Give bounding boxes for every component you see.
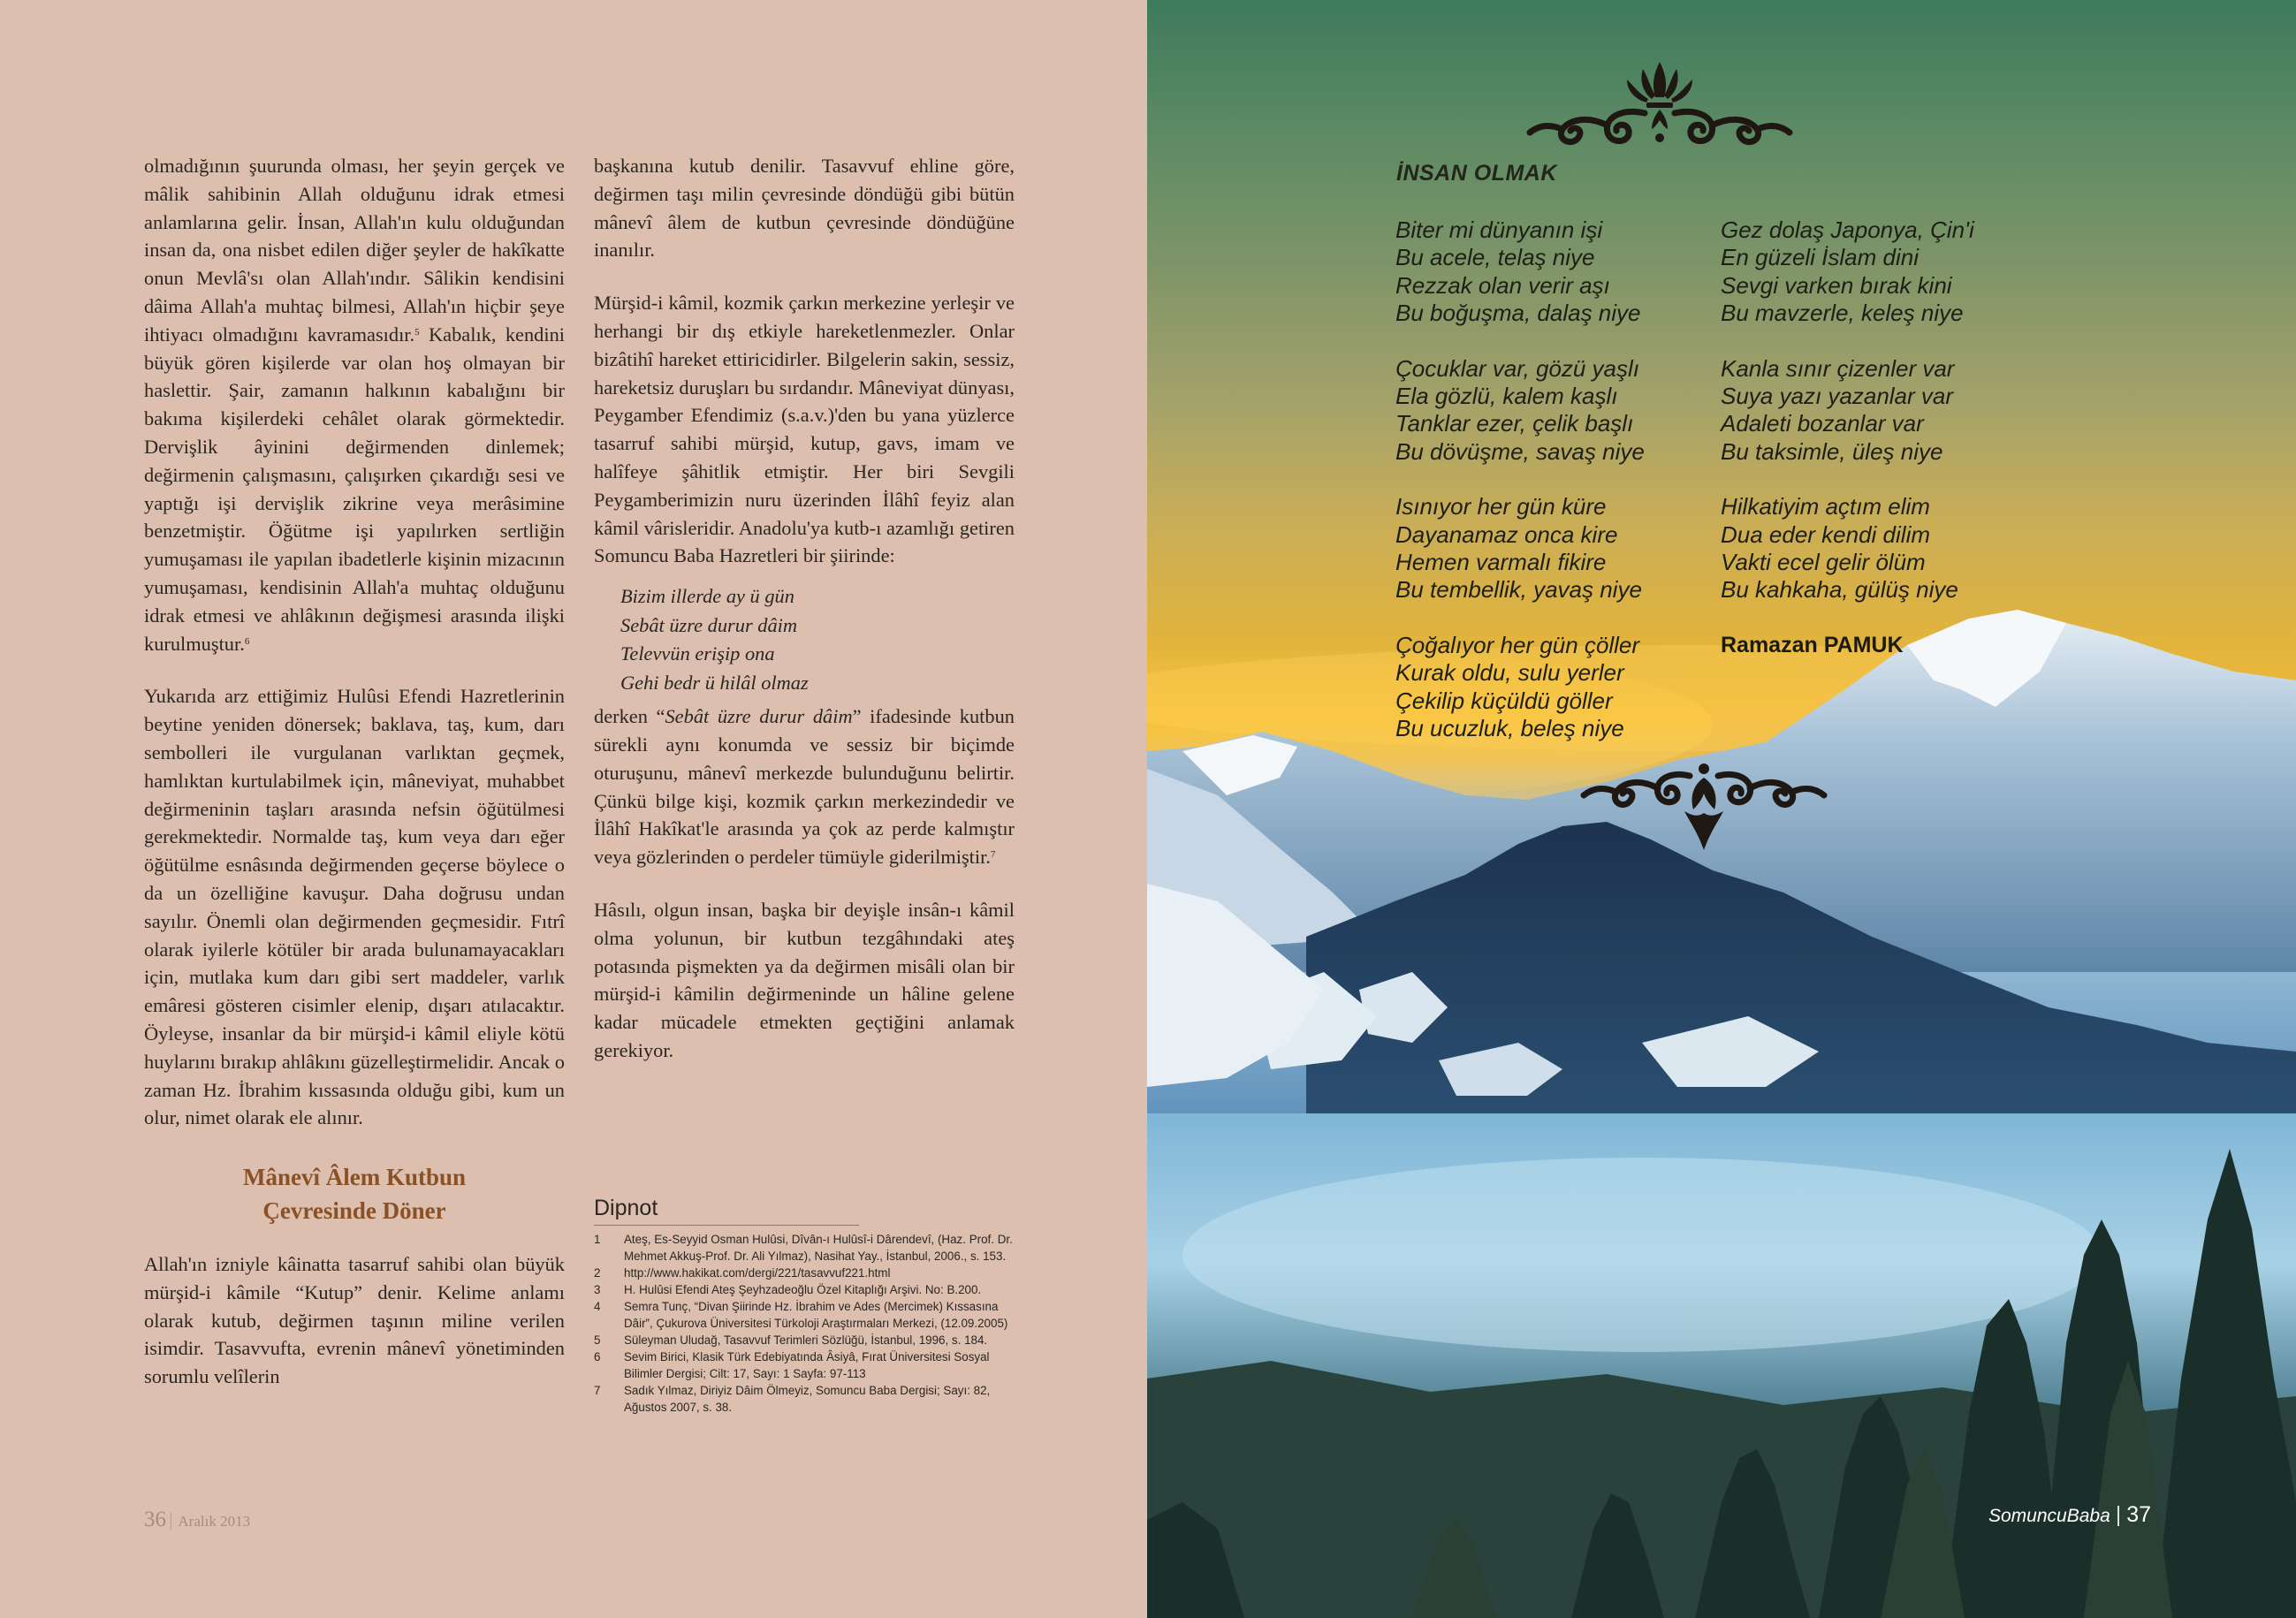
footnotes-title: Dipnot [594, 1193, 859, 1226]
left-page [0, 0, 1147, 1618]
footer-separator: | [2115, 1502, 2122, 1527]
footnote-item: 7 Sadık Yılmaz, Diriyiz Dâim Ölmeyiz, Somuncu Baba Dergisi; Sayı: 82, Ağustos 2007, s. 38. [594, 1384, 991, 1414]
page-number: 37 [2126, 1502, 2152, 1527]
poem-line: Dua eder kendi dilim [1721, 520, 1931, 548]
poem-line: Bu boğuşma, dalaş niye [1395, 300, 1641, 327]
quoted-verse [620, 582, 1015, 697]
poem-line: Kurak oldu, sulu yerler [1395, 659, 1624, 687]
footnote-ref[interactable]: 7 [990, 849, 996, 861]
footnote-ref[interactable]: 6 [244, 635, 250, 647]
poem-line: Bu acele, telaş niye [1395, 244, 1595, 271]
footnote-item: 2 http://www.hakikat.com/dergi/221/tasavvuf221.html [594, 1266, 891, 1280]
poem-line: Ela gözlü, kalem kaşlı [1395, 383, 1618, 410]
text-column-2 [594, 152, 1015, 1065]
poem-line: Bu dövüşme, savaş niye [1395, 437, 1645, 465]
poem-line: Bu tembellik, yavaş niye [1395, 576, 1642, 604]
poem-line: Suya yazı yazanlar var [1721, 383, 1954, 410]
magazine-logo: SomuncuBaba [1988, 1506, 2110, 1526]
footnote-item: 5 Süleyman Uludağ, Tasavvuf Terimleri Sözlüğü, İstanbul, 1996, s. 184. [594, 1333, 988, 1347]
page-footer-right [1988, 1502, 2151, 1528]
paragraph: Mürşid-i kâmil, kozmik çarkın merkezine yerleşir ve herhangi bir dış etkiyle hareketlenmezler. Onlar bizâtihî hareket ettiricidirler. Bilgelerin sakin, sessiz, hareketsiz duruşları bu sırdandır. Mâneviyat dünyası, Peygamber Efendimiz (s.a.v.)'den bu yana yüzlerce tasarruf sahibi mürşid, kutup, gavs, imam ve halîfeye şâhitlik etmiştir. Her biri Sevgili Peygamberimizin nuru üzerinden İlâhî feyiz alan kâmil vârisleridir. Anadolu'ya kutb-ı azamlığı getiren Somuncu Baba Hazretleri bir şiirinde: [594, 292, 1015, 567]
poem-line: Çocuklar var, gözü yaşlı [1395, 354, 1640, 382]
footnote-item: 3 H. Hulûsi Efendi Ateş Şeyhzadeoğlu Özel Kitaplığı Arşivi. No: B.200. [594, 1283, 982, 1296]
poem-column-2 [1721, 216, 2039, 659]
poem-line: Bu taksimle, üleş niye [1721, 437, 1943, 465]
text-column-1 [144, 152, 565, 1391]
paragraph: başkanına kutub denilir. Tasavvuf ehline göre, değirmen taşı milin çevresinde döndüğü gibi bütün mânevî âlem de kutbun çevresinde döndüğüne inanılır. [594, 155, 1015, 262]
poem-line: Bu ucuzluk, beleş niye [1395, 715, 1624, 742]
poem-line: Dayanamaz onca kire [1395, 520, 1618, 548]
ornament-flourish-icon [1580, 758, 1828, 854]
footnote-item: 1 Ateş, Es-Seyyid Osman Hulûsi, Dîvân-ı Hulûsî-i Dârendevî, (Haz. Prof. Dr. Mehmet Akkuş-Prof. Dr. Ali Yılmaz), Nasihat Yay., İstanbul, 2006., s. 153. [594, 1233, 1013, 1263]
poem-line: Çoğalıyor her gün çöller [1395, 631, 1640, 658]
paragraph: derken “Sebât üzre durur dâim” ifadesinde kutbun sürekli aynı konumda ve sessiz bir biçimde oturuşunu, mânevî merkezde bulunduğunu belirtir. Çünkü bilge kişi, kozmik çarkın merkezindedir ve İlâhî Hakîkat'le arasında ya çok az perde kalmıştır veya gözlerinden o perdeler tümüyle giderilmiştir.$^7$ [594, 705, 1015, 869]
paragraph: Yukarıda arz ettiğimiz Hulûsi Efendi Hazretlerinin beytine yeniden dönersek; baklava, taş, kum, darı sembolleri ile vurgulanan varlıktan geçmek, hamlıktan kurtulabilmek için, mâneviyat, muhabbet değirmeninin taşları arasında nefsin öğütülmesi gerekmektedir. Normalde taş, kum veya darı eğer öğütülme esnâsında değirmenden geçerse böylece o da un özelliğine kavuşur. Daha doğrusu undan sayılır. Önemli olan değirmenden geçmesidir. Fıtrî olarak iyilerle kötüler bir arada bulunamayacakları için, mutlaka kum darı gibi sert maddeler, varlık emâresi gösteren cisimler elenip, dışarı atılacaktır. Öyleyse, insanlar da bir mürşid-i kâmil eliyle kötü huylarını bırakıp ahlâkını güzelleştirmelidir. Ancak o zaman Hz. İbrahim kıssasında olduğu gibi, kum un olur, nimet olarak ele alınır. [144, 685, 565, 1129]
poem-stanza [1721, 493, 2039, 604]
right-page [1147, 0, 2296, 1618]
poem-column-1 [1395, 216, 1714, 771]
footer-separator: | [169, 1508, 173, 1531]
paragraph: olmadığının şuurunda olması, her şeyin gerçek ve mâlik sahibinin Allah olduğunu idrak etmesi anlamlarına gelir. İnsan, Allah'ın kulu olduğundan insan da, ona nisbet edilen diğer şeyler de hakîkatte onun Mevlâ'sı olan Allah'ındır. Sâlikin kendisini dâima Allah'a muhtaç bilmesi, Allah'ın hiçbir şeye ihtiyacı olmadığını kavramasıdır.$^5$ Kabalık, kendini büyük gören kişilerde var olan hoş olmayan bir haslettir. Şair, zamanın halkının kabalığını bir bakıma kişilerdeki cehâlet olarak görmektedir. Dervişlik âyinini değirmenden dinlemek; değirmenin çalışmasını, çalışırken çıkardığı sesi ve yaptığı işi dervişlik zikrine veya merâsimine benzetmiştir. Öğütme işi yapılırken sertliğin yumuşaması ile yapılan ibadetlerle kişinin mizacının yumuşaması, kendisinin Allah'a muhtaç olduğunu idrak etmesi ve ahlâkının değişmesi arasında ilişki kurulmuştur.$^6$ [144, 155, 565, 655]
poem-line: Bu mavzerle, keleş niye [1721, 300, 1964, 327]
poem-stanza [1721, 216, 2039, 328]
poem-line: Hemen varmalı fikire [1395, 549, 1607, 576]
poem-line: Isınıyor her gün küre [1395, 493, 1607, 520]
verse-line: Sebât üzre durur dâim [620, 613, 798, 636]
footnote-item: 6 Sevim Birici, Klasik Türk Edebiyatında Âsiyâ, Fırat Üniversitesi Sosyal Bilimler Dergisi; Cilt: 17, Sayı: 1 Sayfa: 97-113 [594, 1350, 990, 1380]
verse-line: Bizim illerde ay ü gün [620, 585, 794, 608]
poem-stanza [1721, 355, 2039, 467]
page-footer-left [144, 1508, 250, 1532]
ornament-flourish-icon [1523, 58, 1797, 154]
poem-stanza [1395, 632, 1714, 743]
poem-line: Sevgi varken bırak kini [1721, 271, 1952, 299]
page-number: 36 [144, 1508, 166, 1531]
poem-title: İNSAN OLMAK [1396, 161, 1557, 186]
poem-line: Çekilip küçüldü göller [1395, 687, 1613, 714]
paragraph: Hâsılı, olgun insan, başka bir deyişle insân-ı kâmil olma yolunun, bir kutbun tezgâhındaki ateş potasında pişmekten ya da değirmen misâli olan bir mürşid-i kâmilin değirmeninde un hâline gelene kadar mücadele etmekten geçtiğini anlamak gerekiyor. [594, 898, 1015, 1061]
footnotes [594, 1193, 1015, 1416]
footnote-list [594, 1231, 1015, 1416]
poem-line: Bu kahkaha, gülüş niye [1721, 576, 1958, 604]
poem-line: Gez dolaş Japonya, Çin'i [1721, 216, 1974, 243]
poem-line: Adaleti bozanlar var [1721, 410, 1924, 437]
verse-line: Televvün erişip ona [620, 642, 775, 665]
footnote-item: 4 Semra Tunç, “Divan Şiirinde Hz. İbrahim ve Ades (Mercimek) Kıssasına Dâir”, Çukurova Üniversitesi Türkoloji Araştırmaları Merkezi, (12.09.2005) [594, 1300, 1008, 1330]
paragraph: Allah'ın izniyle kâinatta tasarruf sahibi olan büyük mürşid-i kâmile “Kutup” denir. Kelime anlamı olarak kutub, değirmen taşının miline verilen isimdir. Tasavvufta, evrenin mânevî yönetiminden sorumlu velîlerin [144, 1253, 565, 1388]
poem-line: En güzeli İslam dini [1721, 244, 1919, 271]
poem-line: Rezzak olan verir aşı [1395, 271, 1610, 299]
issue-date: Aralık 2013 [178, 1513, 251, 1530]
poem-line: Vakti ecel gelir ölüm [1721, 549, 1926, 576]
poem-line: Tanklar ezer, çelik başlı [1395, 410, 1634, 437]
section-heading: Mânevî Âlem Kutbun Çevresinde Döner [242, 1164, 467, 1225]
poem-stanza [1395, 355, 1714, 467]
poem-stanza [1395, 216, 1714, 328]
footnote-link[interactable]: http://www.hakikat.com/dergi/221/tasavvuf221.html [624, 1266, 891, 1280]
poem-stanza [1395, 493, 1714, 604]
poem-line: Kanla sınır çizenler var [1721, 354, 1955, 382]
footnote-ref[interactable]: 5 [414, 326, 420, 338]
poem-author: Ramazan PAMUK [1721, 632, 1904, 657]
poem-line: Biter mi dünyanın işi [1395, 216, 1603, 243]
verse-line: Gehi bedr ü hilâl olmaz [620, 671, 809, 694]
poem-line: Hilkatiyim açtım elim [1721, 493, 1930, 520]
